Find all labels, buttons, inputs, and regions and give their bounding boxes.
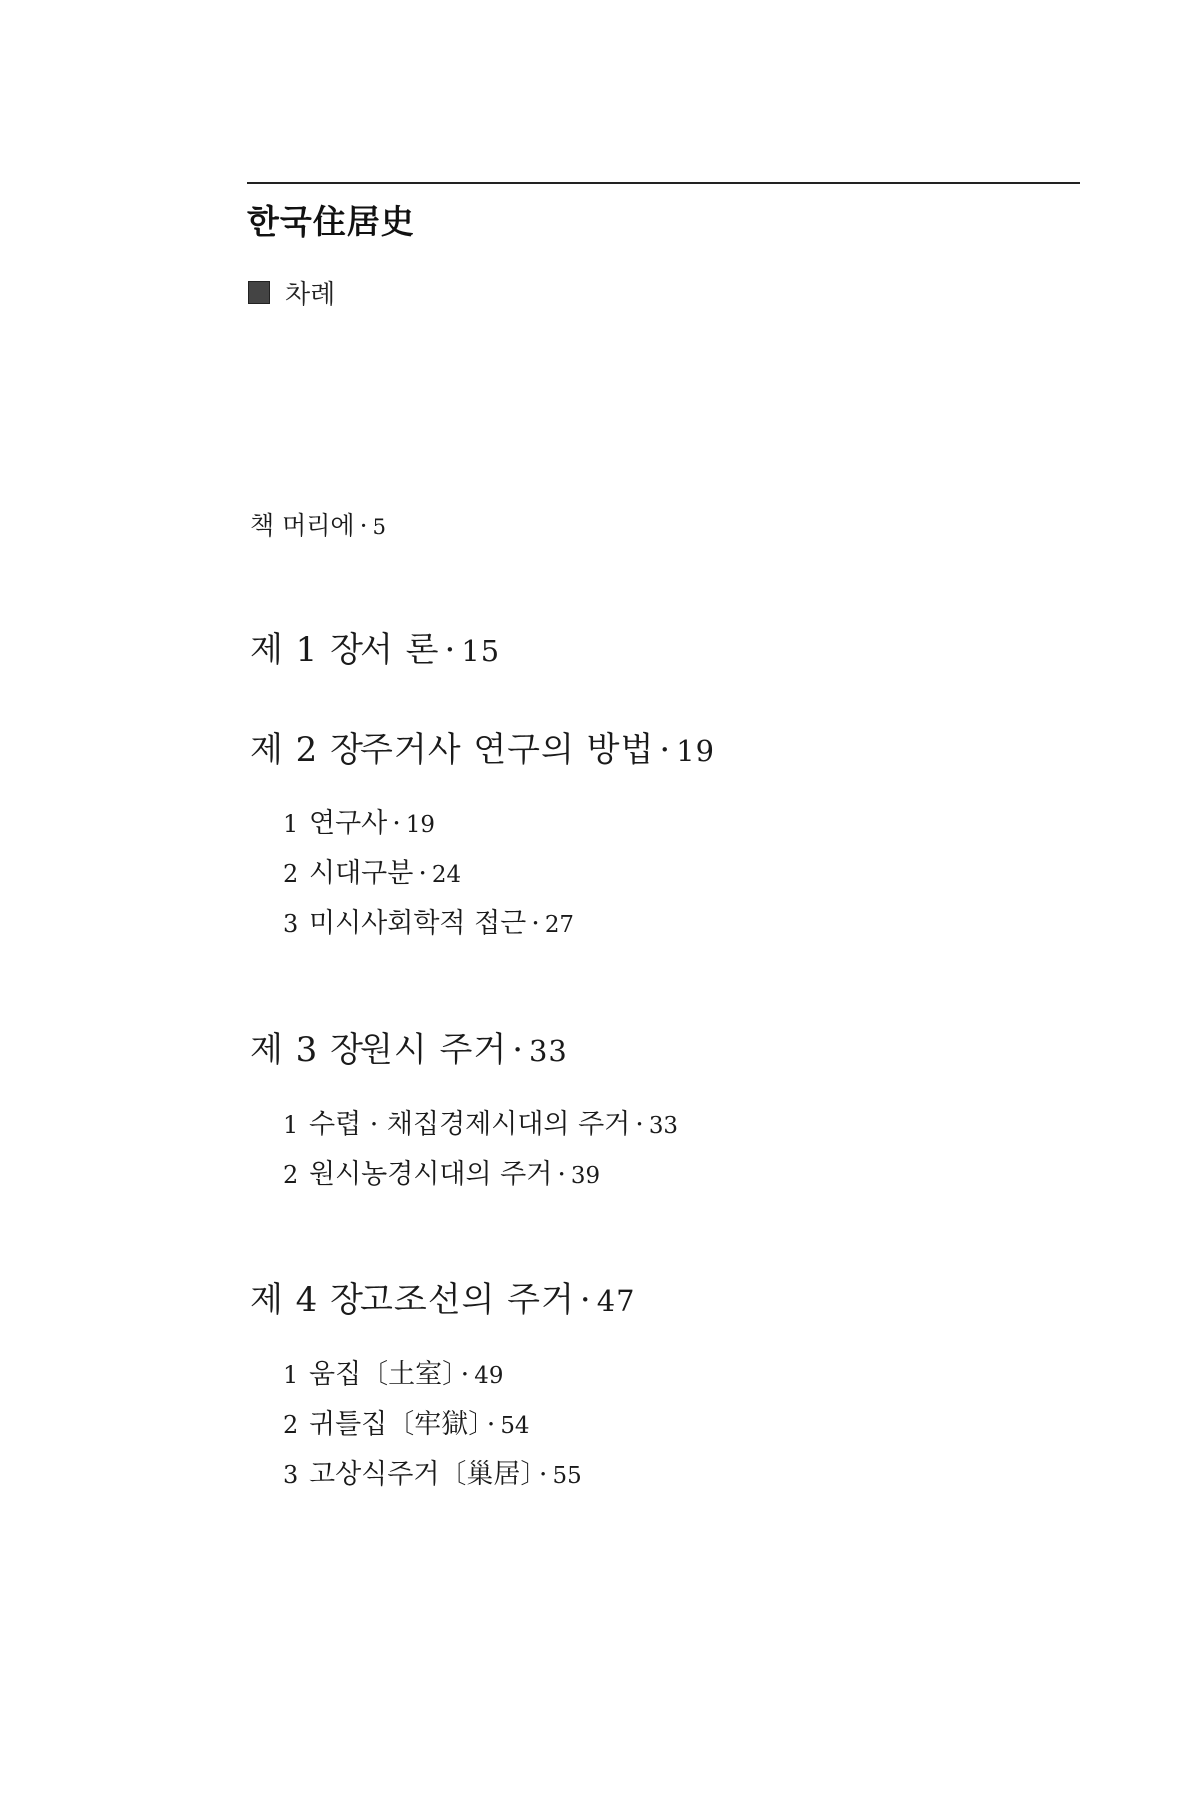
dot-separator: · [444, 630, 457, 670]
dot-separator: · [635, 1109, 644, 1140]
chapter-page: 47 [596, 1284, 636, 1318]
dot-separator: · [659, 730, 672, 770]
dot-separator: · [579, 1280, 592, 1320]
chapter-title: 원시 주거 [360, 1030, 508, 1070]
section-title: 고상식주거〔巢居〕 [309, 1459, 534, 1490]
toc-section[interactable] [283, 851, 461, 890]
section-title: 연구사 [309, 808, 388, 839]
chapter-number: 제 2 장 [250, 730, 364, 770]
toc-heading [248, 274, 335, 311]
section-number: 3 [283, 1461, 299, 1489]
toc-heading-label: 차례 [285, 280, 336, 310]
section-number: 1 [283, 810, 299, 838]
dot-separator: · [486, 1409, 496, 1440]
section-page: 33 [648, 1113, 679, 1139]
chapter-title: 서 론 [360, 630, 440, 670]
toc-section[interactable] [283, 1352, 503, 1391]
chapter-title: 주거사 연구의 방법 [360, 730, 655, 770]
dot-separator: · [538, 1459, 548, 1490]
section-title: 미시사회학적 접근 [309, 908, 527, 939]
chapter-page: 33 [529, 1034, 568, 1068]
chapter-title: 고조선의 주거 [360, 1280, 575, 1320]
section-title: 원시농경시대의 주거 [309, 1159, 553, 1190]
book-title: 한국住居史 [247, 202, 415, 241]
dot-separator: · [392, 808, 401, 839]
section-title: 시대구분 [309, 858, 414, 889]
section-title: 움집〔土室〕 [309, 1359, 456, 1390]
dot-separator: · [531, 908, 540, 939]
toc-chapter[interactable] [250, 722, 715, 771]
preface-page: 5 [372, 515, 387, 540]
dot-separator: · [512, 1030, 524, 1070]
toc-section[interactable] [283, 801, 435, 840]
section-number: 2 [283, 1161, 299, 1189]
toc-section[interactable] [283, 1102, 678, 1141]
section-title: 수렵 · 채집경제시대의 주거 [309, 1109, 631, 1140]
chapter-page: 19 [676, 734, 715, 768]
toc-chapter[interactable] [250, 1272, 635, 1321]
section-title: 귀틀집〔牢獄〕 [309, 1409, 482, 1440]
dot-separator: · [557, 1159, 566, 1190]
chapter-page: 15 [461, 634, 501, 668]
square-bullet-icon [248, 281, 270, 304]
section-page: 24 [431, 862, 462, 888]
top-rule [247, 182, 1080, 184]
dot-separator: · [460, 1359, 470, 1390]
chapter-number: 제 1 장 [250, 630, 364, 670]
section-number: 2 [283, 1411, 299, 1439]
toc-section[interactable] [283, 1152, 600, 1191]
section-page: 19 [405, 812, 436, 838]
section-page: 49 [474, 1363, 504, 1389]
section-number: 1 [283, 1111, 299, 1139]
toc-chapter[interactable] [250, 1022, 568, 1071]
toc-section[interactable] [283, 1402, 530, 1441]
toc-preface[interactable] [250, 506, 386, 542]
section-number: 2 [283, 860, 299, 888]
chapter-number: 제 4 장 [250, 1280, 364, 1320]
section-page: 39 [570, 1163, 601, 1189]
dot-separator: · [418, 858, 427, 889]
section-page: 54 [500, 1413, 530, 1439]
chapter-number: 제 3 장 [250, 1030, 364, 1070]
section-number: 3 [283, 910, 299, 938]
toc-section[interactable] [283, 901, 574, 940]
dot-separator: · [359, 511, 368, 540]
section-page: 55 [552, 1463, 582, 1489]
section-page: 27 [544, 912, 575, 938]
preface-title: 책 머리에 [250, 511, 355, 540]
toc-chapter[interactable] [250, 622, 500, 671]
toc-section[interactable] [283, 1452, 582, 1491]
section-number: 1 [283, 1361, 299, 1389]
